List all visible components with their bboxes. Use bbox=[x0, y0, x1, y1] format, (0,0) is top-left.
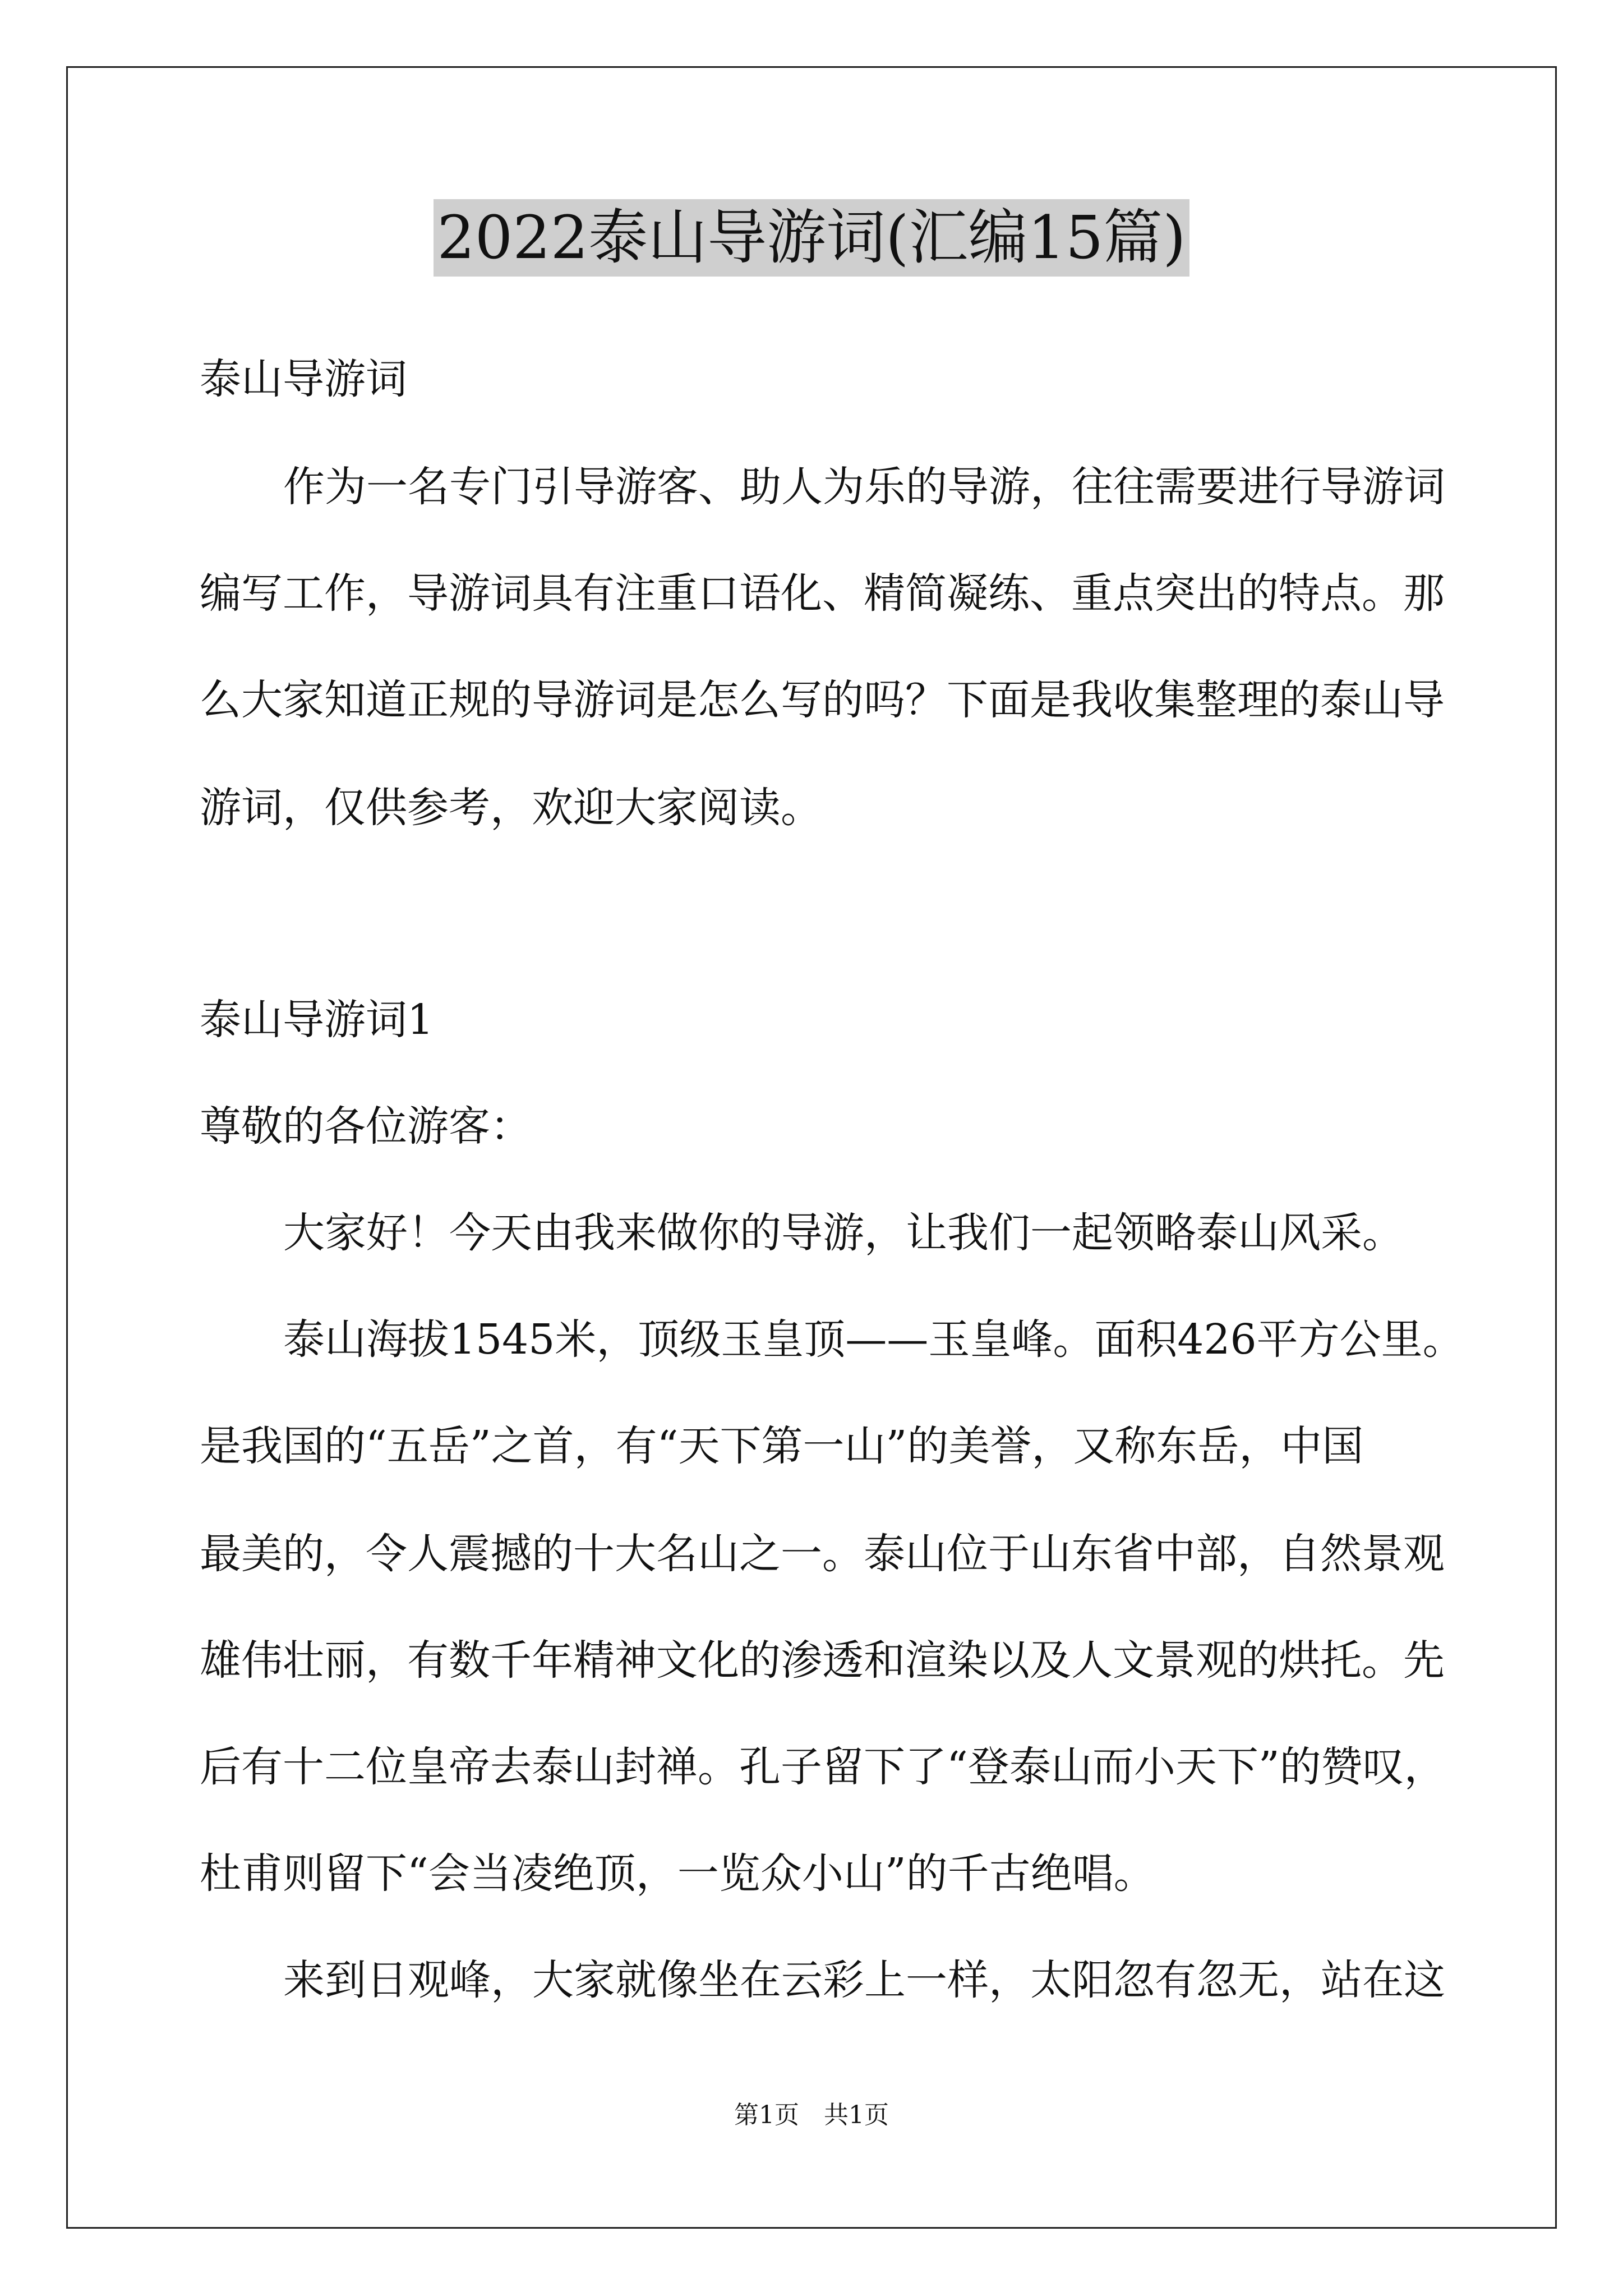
paragraph-line: 最美的，令人震撼的十大名山之一。泰山位于山东省中部，自然景观 bbox=[200, 1530, 1445, 1578]
paragraph-line: 大家好！今天由我来做你的导游，让我们一起领略泰山风采。 bbox=[283, 1209, 1404, 1257]
document-title: 2022泰山导游词(汇编15篇) bbox=[434, 199, 1189, 277]
document-title-wrapper bbox=[0, 199, 1623, 277]
page-footer: 第1页 共1页 bbox=[734, 2101, 889, 2129]
intro-line: 作为一名专门引导游客、助人为乐的导游，往往需要进行导游词 bbox=[283, 463, 1445, 511]
intro-line: 游词，仅供参考，欢迎大家阅读。 bbox=[200, 784, 822, 832]
section-heading: 泰山导游词1 bbox=[200, 996, 434, 1044]
paragraph-line: 来到日观峰，大家就像坐在云彩上一样，太阳忽有忽无，站在这 bbox=[283, 1956, 1445, 2004]
greeting: 尊敬的各位游客： bbox=[200, 1102, 532, 1151]
paragraph-line: 杜甫则留下“会当凌绝顶，一览众小山”的千古绝唱。 bbox=[200, 1849, 1155, 1898]
paragraph-line: 雄伟壮丽，有数千年精神文化的渗透和渲染以及人文景观的烘托。先 bbox=[200, 1636, 1445, 1685]
paragraph-line: 是我国的“五岳”之首，有“天下第一山”的美誉，又称东岳，中国 bbox=[200, 1422, 1364, 1470]
paragraph-line: 泰山海拔1545米，顶级玉皇顶——玉皇峰。面积426平方公里。 bbox=[283, 1315, 1464, 1364]
intro-line: 么大家知道正规的导游词是怎么写的吗？下面是我收集整理的泰山导 bbox=[200, 676, 1445, 724]
intro-line: 编写工作，导游词具有注重口语化、精简凝练、重点突出的特点。那 bbox=[200, 569, 1445, 618]
intro-heading: 泰山导游词 bbox=[200, 355, 407, 403]
paragraph-line: 后有十二位皇帝去泰山封禅。孔子留下了“登泰山而小天下”的赞叹， bbox=[200, 1743, 1446, 1791]
